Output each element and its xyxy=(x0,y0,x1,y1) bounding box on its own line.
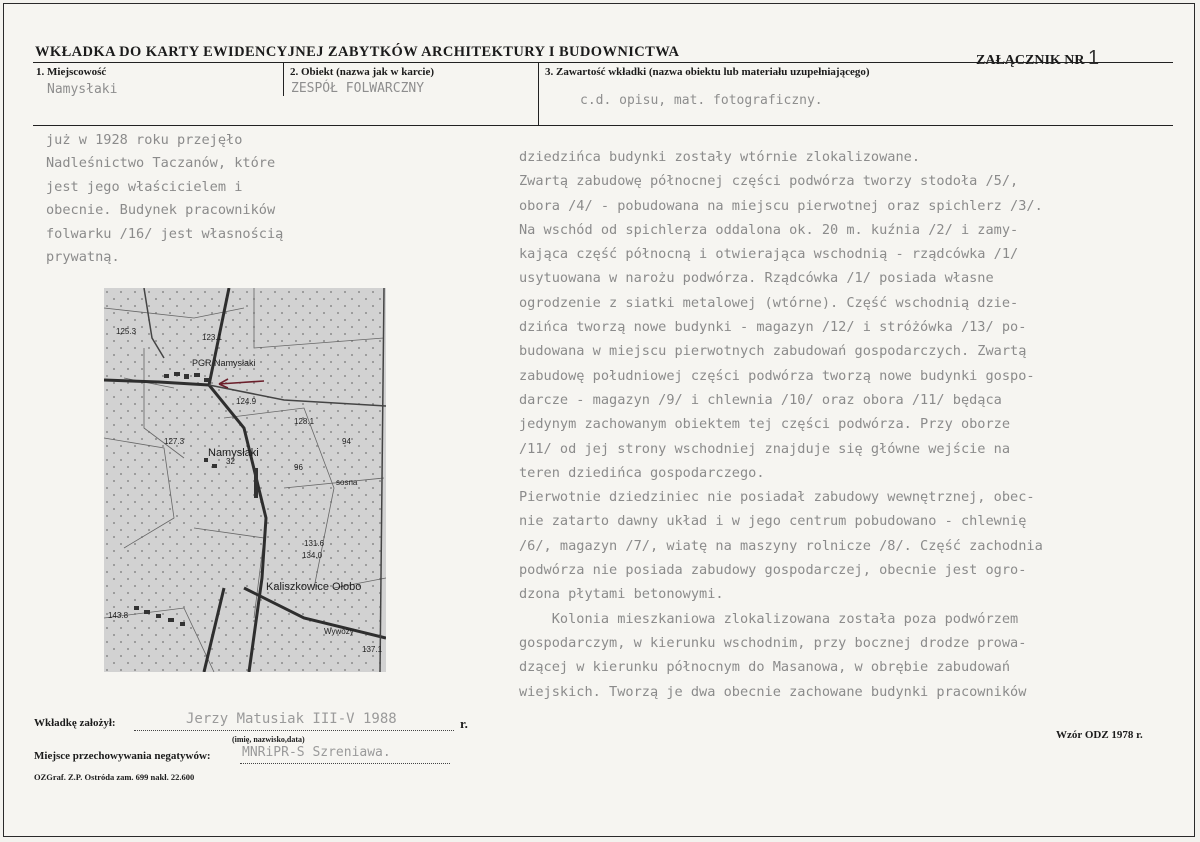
map-elevation: 127.3 xyxy=(164,437,185,446)
text-line: podwórza nie posiada zabudowy gospodarczej, obecnie jest ogro- xyxy=(519,562,1027,579)
print-note: OZGraf. Z.P. Ostróda zam. 699 nakł. 22.600 xyxy=(34,772,195,782)
negatives-value: MNRiPR-S Szreniawa. xyxy=(242,745,391,760)
header-rule-bottom xyxy=(33,125,1173,126)
text-line: obecnie. Budynek pracowników xyxy=(46,202,276,219)
header-rule-top xyxy=(33,62,1173,63)
map-elevation: 131.6 xyxy=(304,539,325,548)
text-line: Na wschód od spichlerza oddalona ok. 20 m. kuźnia /2/ i zamy- xyxy=(519,221,1019,238)
map-drawing xyxy=(104,288,386,672)
text-line: wiejskich. Tworzą je dwa obecnie zachowane budynki pracowników xyxy=(519,683,1027,700)
text-line: teren dziedińca gospodarczego. xyxy=(519,464,765,481)
text-line: budowana w miejscu pierwotnych zabudowań gospodarczych. Zwartą xyxy=(519,343,1027,360)
map-elevation: 94 xyxy=(342,437,351,446)
author-label: Wkładkę założył: xyxy=(34,717,116,729)
location-map-photo xyxy=(104,288,386,672)
field-1-value: Namysłaki xyxy=(47,82,118,97)
document-title: WKŁADKA DO KARTY EWIDENCYJNEJ ZABYTKÓW ARCHITEKTURY I BUDOWNICTWA xyxy=(35,44,680,60)
text-line: już w 1928 roku przejęło xyxy=(46,132,243,148)
map-label-wywozy: Wywozy xyxy=(324,627,354,636)
text-line: jest jego właścicielem i xyxy=(46,178,243,195)
author-suffix: r. xyxy=(460,716,468,731)
text-line: folwarku /16/ jest własnością xyxy=(46,225,284,242)
left-column-text xyxy=(46,129,283,269)
text-line: Zwartą zabudowę północnej części podwórza tworzy stodoła /5/, xyxy=(519,173,1019,190)
text-line: dziedzińca budynki zostały wtórnie zlokalizowane. xyxy=(519,149,921,165)
field-2-label: 2. Obiekt (nazwa jak w karcie) xyxy=(290,66,435,78)
text-line: /6/, magazyn /7/, wiatę na maszyny rolnicze /8/. Część zachodnia xyxy=(519,537,1043,554)
attachment-number xyxy=(976,47,1099,70)
text-line: zabudowę południowej części podwórza tworzą nowe budynki gospo- xyxy=(519,367,1035,384)
text-line: dzona płytami betonowymi. xyxy=(519,586,724,603)
attachment-label: ZAŁĄCZNIK NR xyxy=(976,53,1085,68)
map-label-namyslaki: Namysłaki xyxy=(208,447,259,459)
text-line: Kolonia mieszkaniowa zlokalizowana została poza podwórzem xyxy=(519,610,1019,627)
field-3-value: c.d. opisu, mat. fotograficzny. xyxy=(580,93,823,108)
map-label-pgr: PGR Namysłaki xyxy=(192,358,256,368)
negatives-label: Miejsce przechowywania negatywów: xyxy=(34,750,211,762)
field-divider-2 xyxy=(538,62,539,125)
text-line: Pierwotnie dziedziniec nie posiadał zabudowy wewnętrznej, obec- xyxy=(519,489,1035,506)
text-line: nie zatarto dawny układ i w jego centrum pobudowano - chlewnię xyxy=(519,513,1027,530)
form-id: Wzór ODZ 1978 r. xyxy=(1056,729,1143,741)
text-line: gospodarczym, w kierunku wschodnim, przy bocznej drodze prowa- xyxy=(519,634,1027,651)
text-line: kająca część północną i otwierająca wschodnią - rządcówka /1/ xyxy=(519,246,1019,263)
field-divider-1 xyxy=(283,62,284,96)
field-2-value: ZESPÓŁ FOLWARCZNY xyxy=(291,81,425,96)
author-value: Jerzy Matusiak III-V 1988 xyxy=(186,711,397,727)
field-3-label: 3. Zawartość wkładki (nazwa obiektu lub materiału uzupełniającego) xyxy=(545,66,870,78)
map-elevation: 123.1 xyxy=(202,333,223,342)
map-elevation: 137.1 xyxy=(362,645,383,654)
map-elevation: 96 xyxy=(294,463,303,472)
author-line xyxy=(134,730,454,731)
attachment-number-value: 1 xyxy=(1088,47,1100,69)
map-elevation: 32 xyxy=(226,457,235,466)
author-note: (imię, nazwisko,data) xyxy=(232,735,305,744)
map-elevation: 124.9 xyxy=(236,397,257,406)
negatives-line xyxy=(240,763,450,764)
map-elevation: 134.0 xyxy=(302,551,323,560)
map-elevation: 128.1 xyxy=(294,417,315,426)
text-line: obora /4/ - pobudowana na miejscu pierwotnej oraz spichlerz /3/. xyxy=(519,197,1043,214)
map-label-sosna: sosna xyxy=(336,478,358,487)
text-line: Nadleśnictwo Taczanów, które xyxy=(46,155,276,172)
map-elevation: 125.3 xyxy=(116,327,137,336)
text-line: dzącej w kierunku północnym do Masanowa, w obrębie zabudowań xyxy=(519,659,1011,676)
map-elevation: 143.8 xyxy=(108,611,129,620)
text-line: prywatną. xyxy=(46,249,120,266)
field-1-label: 1. Miejscowość xyxy=(36,66,107,78)
text-line: dzińca tworzą nowe budynki - magazyn /12/ i stróżówka /13/ po- xyxy=(519,319,1027,336)
text-line: darcze - magazyn /9/ i chlewnia /10/ oraz obora /11/ będąca xyxy=(519,391,1002,408)
map-label-kaliszkowice: Kaliszkowice Ołobo xyxy=(266,581,362,593)
text-line: usytuowana w narożu podwórza. Rządcówka /1/ posiada własne xyxy=(519,270,994,287)
text-line: ogrodzenie z siatki metalowej (wtórne). Część wschodnią dzie- xyxy=(519,294,1019,311)
right-column-text xyxy=(519,145,1043,704)
text-line: /11/ od jej strony wschodniej znajduje się główne wejście na xyxy=(519,440,1011,457)
text-line: jedynym zachowanym obiektem tej części podwórza. Przy oborze xyxy=(519,416,1011,433)
